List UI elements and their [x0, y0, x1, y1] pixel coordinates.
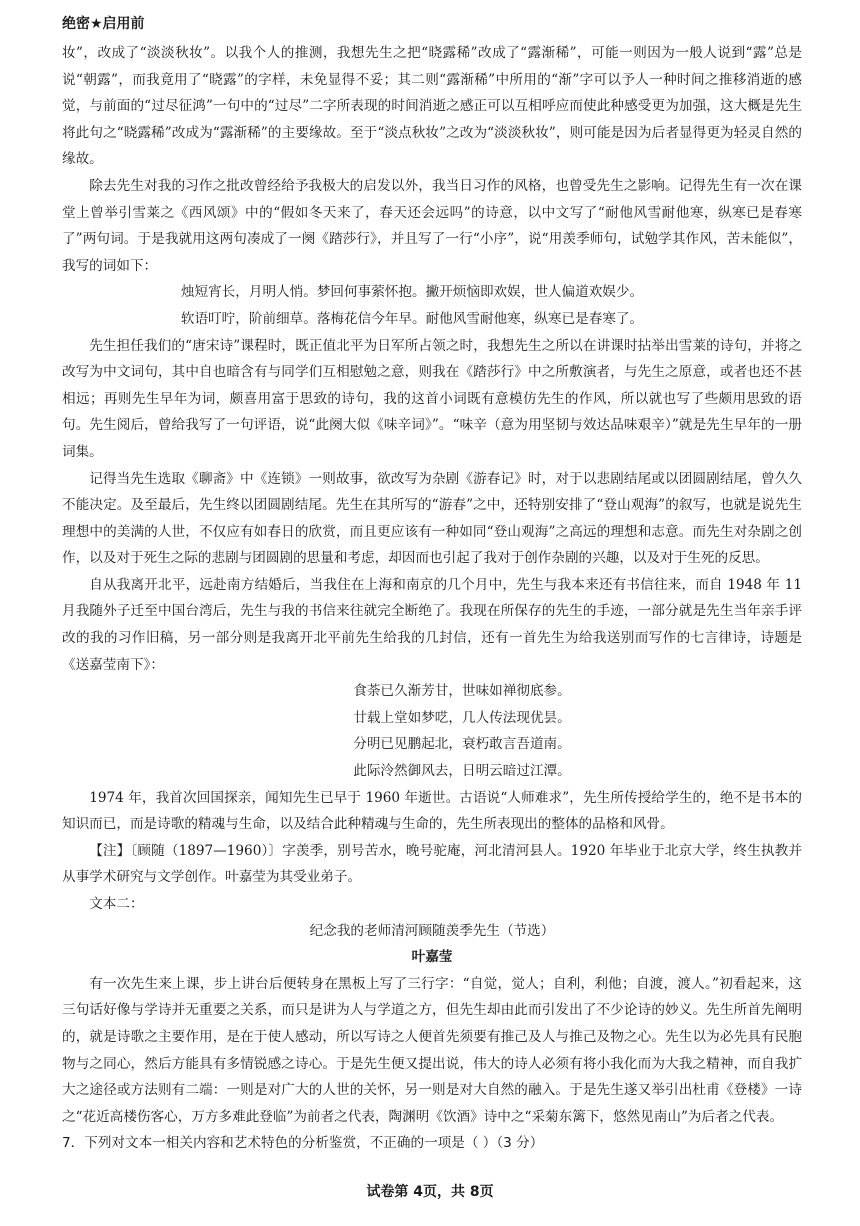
paragraph-zaju: 记得当先生选取《聊斋》中《连锁》一则故事，欲改写为杂剧《游春记》时，对于以悲剧结尾或以团圆剧结尾，曾久久不能决定。及至最后，先生终以团圆剧结尾。先生在其所写的“游春”之中，还特别安排了“登山观海”的叙写，也就是说先生理想中的美满的人世，不仅应有如春日的欣赏，而且更应该有一种如同“登山观海”之高远的理想和志意。而先生对杂剧之创作，以及对于死生之际的悲剧与团圆剧的思量和考虑，却因而也引起了我对于创作杂剧的兴趣，以及对于生死的反思。 — [62, 470, 802, 567]
question-7: 7．下列对文本一相关内容和艺术特色的分析鉴赏，不正确的一项是（ ）（3 分） — [62, 1135, 544, 1152]
poem-line: 此际泠然御风去，日明云暗过江潭。 — [353, 763, 571, 780]
paragraph-lecture: 有一次先生来上课，步上讲台后便转身在黑板上写了三行字：“自觉，觉人；自利，利他；自渡，渡人。”初看起来，这三句话好像与学诗并无重要之关系，而只是讲为人与学道之方，但先生却由此而引发出了不少论诗的妙义。先生所首先阐明的，就是诗歌之主要作用，是在于使人感动，所以写诗之人便首先须要有推己及人与推己及物之心。先生以为必先具有民胞物与之同心，然后方能具有多情锐感之诗心。于是先生便又提出说，伟大的诗人必须有将小我化而为大我之精神，而自我扩大之途径或方法则有二端：一则是对广大的人世的关怀，另一则是对大自然的融入。于是先生遂又举引出杜甫《登楼》一诗之“花近高楼伤客心，万方多难此登临”为前者之代表，陶渊明《饮酒》诗中之“采菊东篱下，悠然见南山”为后者之代表。 — [62, 975, 802, 1125]
page-number-footer: 试卷第 4页，共 8页 — [366, 1184, 494, 1200]
poem-line: 烛短宵长，月明人悄。梦回何事萦怀抱。撇开烦恼即欢娱，世人偏道欢娱少。 — [180, 284, 644, 301]
poem-line: 软语叮咛，阶前细草。落梅花信今年早。耐他风雪耐他寒，纵寒已是春寒了。 — [180, 310, 644, 327]
text-two-label: 文本二： — [89, 896, 144, 912]
paragraph-letters: 自从我离开北平，远赴南方结婚后，当我住在上海和南京的几个月中，先生与我本来还有书信往来，而自 1948 年 11 月我随外子迁至中国台湾后，先生与我的书信来往就完全断绝了。我现在所保存的先生的手迹，一部分就是先生当年亲手评改的我的习作旧稿，另一部分则是我离开北平前先生给我的几封信，还有一首先生为给我送别而写作的七言律诗，诗题是《送嘉莹南下》： — [62, 576, 802, 673]
poem-line: 食荼已久渐芳甘，世味如禅彻底参。 — [353, 683, 571, 700]
text-two-author: 叶嘉莹 — [411, 949, 453, 966]
text-two-title: 纪念我的老师清河顾随羡季先生（节选） — [309, 922, 555, 939]
paragraph-influence: 除去先生对我的习作之批改曾经给予我极大的启发以外，我当日习作的风格，也曾受先生之影响。记得先生有一次在课堂上曾举引雪莱之《西风颂》中的“假如冬天来了，春天还会远吗”的诗意，以中文写了“耐他风雪耐他寒，纵寒已是春寒了”两句词。于是我就用这两句凑成了一阕《踏莎行》，并且写了一行“小序”，说“用羡季师句，试勉学其作风，苦未能似”，我写的词如下： — [62, 177, 802, 274]
poem-line: 廿载上堂如梦呓，几人传法现优昙。 — [353, 709, 571, 726]
poem-line: 分明已见鹏起北，衰朽敢言吾道南。 — [353, 736, 571, 753]
paragraph-1974: 1974 年，我首次回国探亲，闻知先生已早于 1960 年逝世。古语说“人师难求”，先生所传授给学生的，绝不是书本的知识而已，而是诗歌的精魂与生命，以及结合此种精魂与生命的，先生所表现出的整体的品格和风骨。 — [62, 789, 802, 833]
confidential-header: 绝密★启用前 — [62, 16, 145, 32]
paragraph-tang-song-course: 先生担任我们的“唐宋诗”课程时，既正值北平为日军所占领之时，我想先生之所以在讲课时拈举出雪莱的诗句，并将之改写为中文词句，其中自也暗含有与同学们互相慰勉之意，则我在《踏莎行》中之所敷演者，与先生之原意，或者也还不甚相远；再则先生早年为词，颇喜用富于思致的诗句，我的这首小词既有意模仿先生的作风，所以就也写了些颇用思致的语句。先生阅后，曾给我写了一句评语，说“此阕大似《味辛词》”。“味辛（意为用坚韧与效达品味艰辛）”就是先生早年的一册词集。 — [62, 337, 802, 460]
paragraph-continued: 妆”，改成了“淡淡秋妆”。以我个人的推测，我想先生之把“晓露稀”改成了“露渐稀”，可能一则因为一般人说到“露”总是说“朝露”，而我竟用了“晓露”的字样，未免显得不妥；其二则“露渐稀”中所用的“渐”字可以予人一种时间之推移消逝的感觉，与前面的“过尽征鸿”一句中的“过尽”二字所表现的时间消逝之感正可以互相呼应而使此种感受更为加强，这大概是先生将此句之“晓露稀”改成为“露渐稀”的主要缘故。至于“淡点秋妆”之改为“淡淡秋妆”，则可能是因为后者显得更为轻灵自然的缘故。 — [62, 45, 802, 168]
annotation-note: 【注】〔顾随（1897—1960）〕字羡季，别号苦水，晚号驼庵，河北清河县人。1920 年毕业于北京大学，终生执教并从事学术研究与文学创作。叶嘉莹为其受业弟子。 — [62, 842, 802, 886]
reading-passage — [62, 40, 802, 1157]
